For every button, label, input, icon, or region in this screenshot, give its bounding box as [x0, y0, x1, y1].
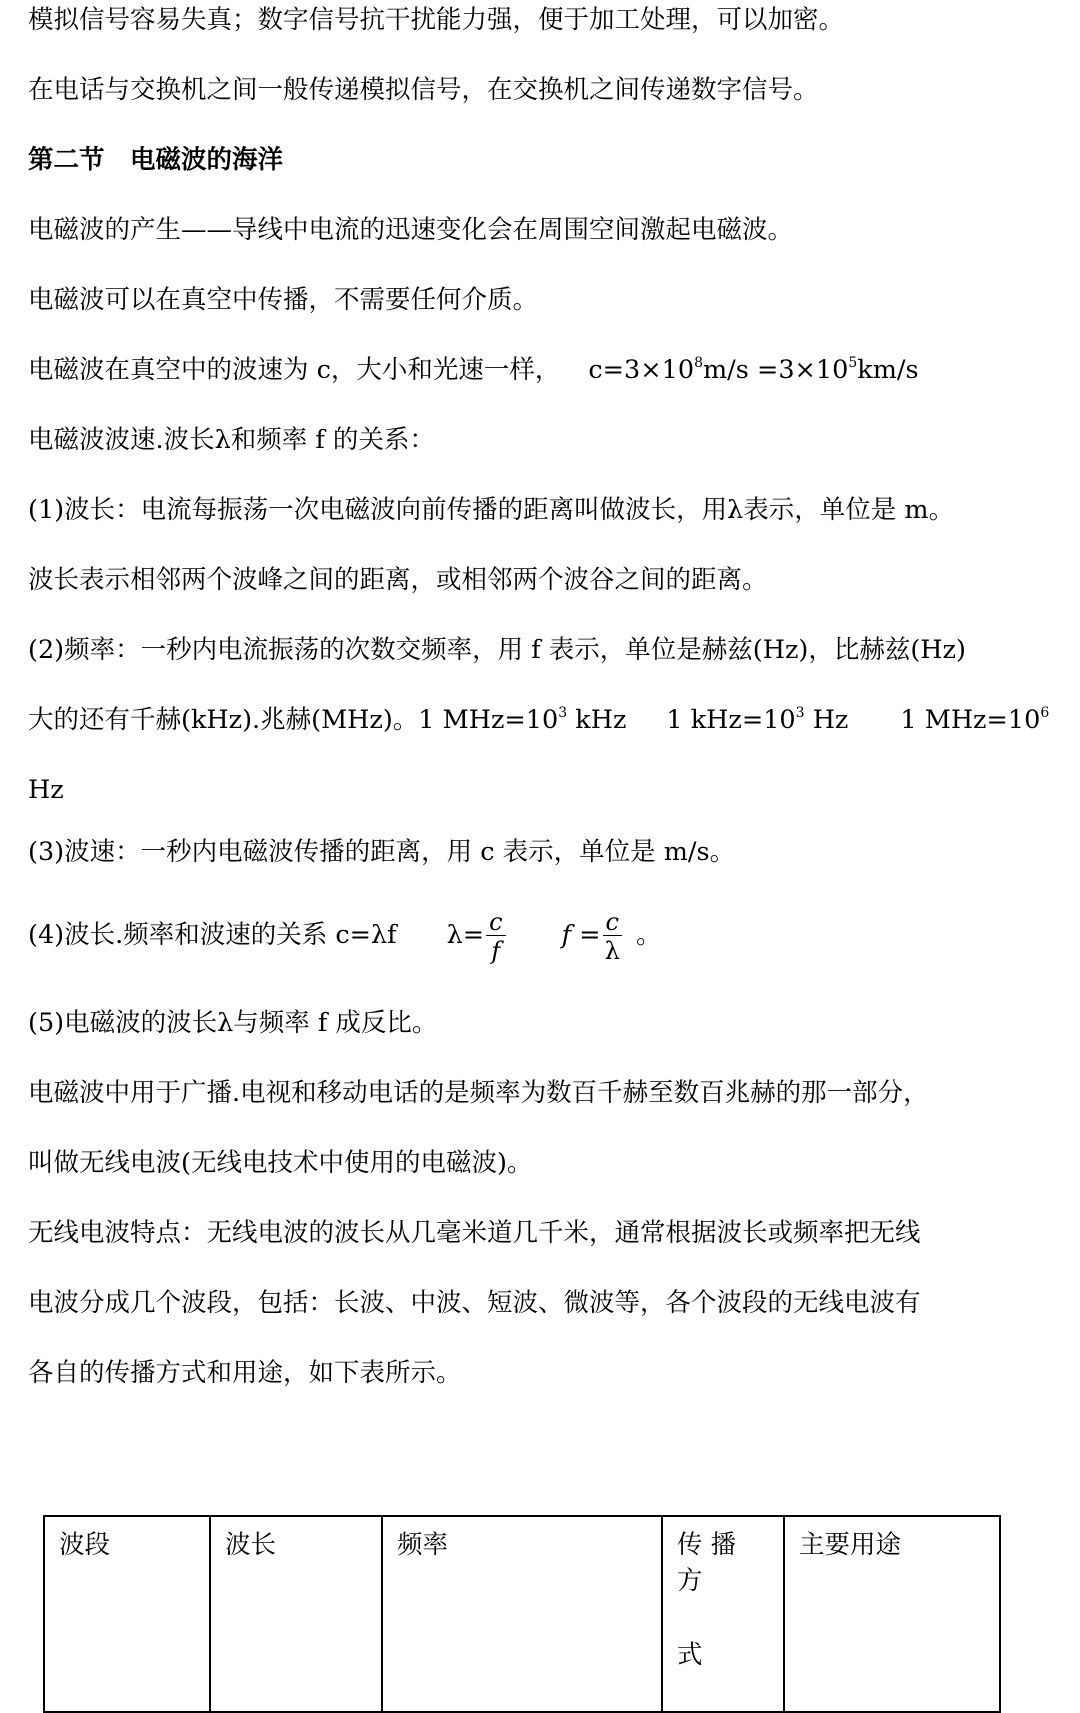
speed-text: 电磁波在真空中的波速为 c，大小和光速一样， [28, 355, 561, 385]
text-line: (2)频率：一秒内电流振荡的次数交频率，用 f 表示，单位是赫兹(Hz)，比赫兹(Hz) [28, 635, 966, 665]
speed-formula-a: c=3×10 [588, 355, 695, 385]
units-mid: kHz [567, 705, 627, 735]
units-mid: 1 MHz=10 [900, 705, 1041, 735]
relation-end: 。 [635, 920, 662, 950]
text-line: 在电话与交换机之间一般传递模拟信号，在交换机之间传递数字信号。 [28, 75, 819, 105]
text-line: 叫做无线电波(无线电技术中使用的电磁波)。 [28, 1148, 533, 1178]
fraction-denominator: λ [604, 936, 620, 965]
text-line: 模拟信号容易失真；数字信号抗干扰能力强，便于加工处理，可以加密。 [28, 5, 845, 35]
fraction-c-over-lambda [603, 907, 622, 965]
text-line: 各自的传播方式和用途，如下表所示。 [28, 1358, 462, 1388]
text-line: 电磁波中用于广播.电视和移动电话的是频率为数百千赫至数百兆赫的那一部分， [28, 1078, 929, 1108]
header-propagation: 传 播 方 式 [662, 1516, 784, 1712]
exponent: 6 [1040, 704, 1050, 721]
text-line: 电磁波可以在真空中传播，不需要任何介质。 [28, 285, 539, 315]
text-line: 电波分成几个波段，包括：长波、中波、短波、微波等，各个波段的无线电波有 [28, 1288, 921, 1318]
header-frequency: 频率 [382, 1516, 662, 1712]
text-line: (1)波长：电流每振荡一次电磁波向前传播的距离叫做波长，用λ表示，单位是 m。 [28, 495, 955, 525]
exponent: 5 [848, 354, 858, 371]
text-line: (5)电磁波的波长λ与频率 f 成反比。 [28, 1008, 438, 1038]
units-mid: 1 kHz=10 [666, 705, 796, 735]
text-line: 电磁波波速.波长λ和频率 f 的关系： [28, 425, 435, 455]
header-usage: 主要用途 [784, 1516, 1000, 1712]
speed-formula-c: km/s [857, 355, 919, 385]
table-header-row [44, 1516, 1000, 1712]
speed-formula-b: m/s =3×10 [703, 355, 849, 385]
exponent: 3 [558, 704, 568, 721]
text-line: Hz [28, 775, 64, 805]
text-line: 无线电波特点：无线电波的波长从几毫米道几千米，通常根据波长或频率把无线 [28, 1218, 921, 1248]
text-line: (3)波速：一秒内电磁波传播的距离，用 c 表示，单位是 m/s。 [28, 837, 736, 867]
units-mid: Hz [804, 705, 849, 735]
f-eq: f = [561, 920, 601, 950]
header-band: 波段 [44, 1516, 210, 1712]
fraction-c-over-f [486, 907, 505, 965]
fraction-denominator: f [491, 936, 501, 965]
exponent: 8 [694, 354, 703, 371]
header-wavelength: 波长 [210, 1516, 382, 1712]
units-text: 大的还有千赫(kHz).兆赫(MHz)。1 MHz=10 [28, 705, 559, 735]
section-heading: 第二节 电磁波的海洋 [28, 145, 284, 175]
relation-text: (4)波长.频率和波速的关系 c=λf [28, 920, 397, 950]
lambda-eq: λ= [446, 920, 485, 950]
text-line: 电磁波的产生——导线中电流的迅速变化会在周围空间激起电磁波。 [28, 215, 794, 245]
radio-bands-table [43, 1515, 1001, 1713]
units-line [28, 702, 1049, 738]
text-line: 波长表示相邻两个波峰之间的距离，或相邻两个波谷之间的距离。 [28, 565, 768, 595]
exponent: 3 [795, 704, 805, 721]
speed-line [28, 352, 919, 388]
fraction-numerator: c [486, 910, 505, 936]
relation-line [28, 905, 661, 965]
fraction-numerator: c [603, 910, 622, 936]
